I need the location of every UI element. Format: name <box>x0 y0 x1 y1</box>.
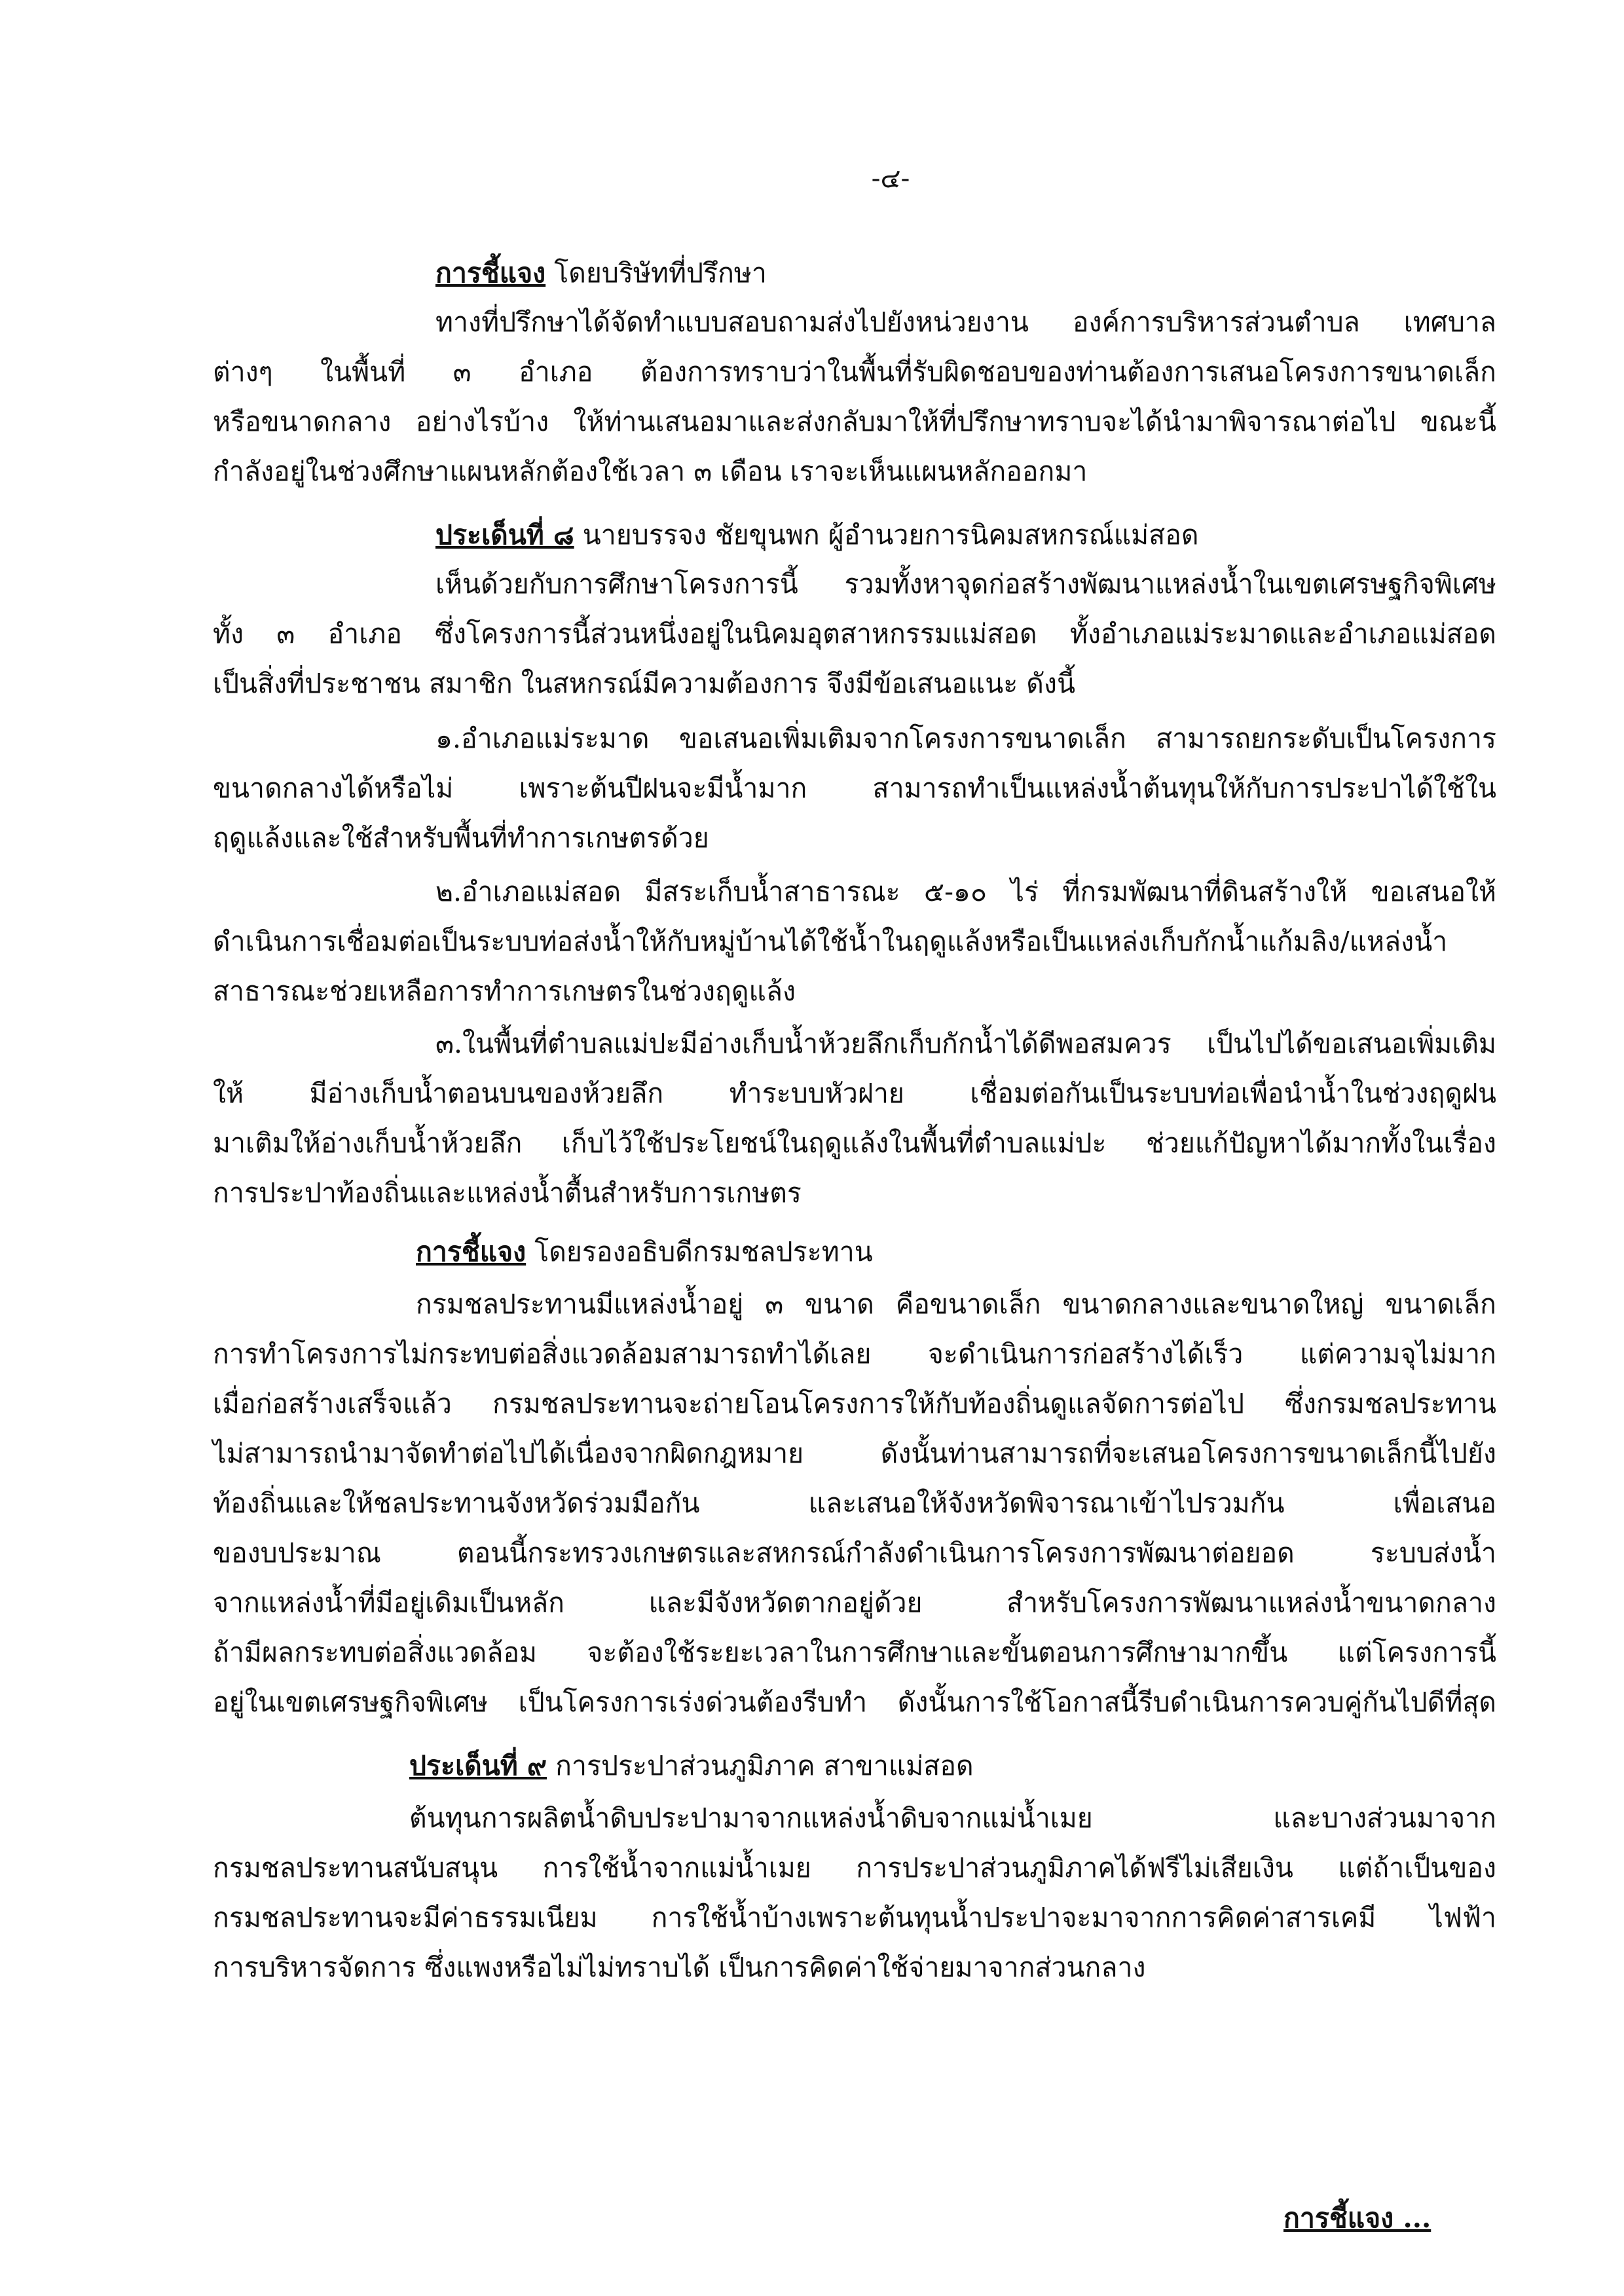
heading-label: ประเด็นที่ ๙ <box>409 1750 547 1781</box>
section-heading <box>435 252 767 294</box>
paragraph-line: อยู่ในเขตเศรษฐกิจพิเศษ เป็นโครงการเร่งด่วนต้องรีบทำ ดังนั้นการใช้โอกาสนี้รีบดำเนินการควบคู่กันไปดีที่สุด <box>213 1686 1496 1718</box>
heading-text: นายบรรจง ชัยขุนพก ผู้อำนวยการนิคมสหกรณ์แม่สอด <box>582 519 1199 551</box>
paragraph-line: ให้ มีอ่างเก็บน้ำตอนบนของห้วยลึก ทำระบบหัวฝาย เชื่อมต่อกันเป็นระบบท่อเพื่อนำน้ำในช่วงฤดูฝน <box>213 1078 1496 1109</box>
paragraph-line: ท้องถิ่นและให้ชลประทานจังหวัดร่วมมือกัน และเสนอให้จังหวัดพิจารณาเข้าไปรวมกัน เพื่อเสนอ <box>213 1487 1496 1519</box>
paragraph-line: กำลังอยู่ในช่วงศึกษาแผนหลักต้องใช้เวลา ๓ เดือน เราจะเห็นแผนหลักออกมา <box>213 456 1088 487</box>
continuation-footer: การชี้แจง ... <box>1283 2202 1431 2234</box>
paragraph-line: ไม่สามารถนำมาจัดทำต่อไปได้เนื่องจากผิดกฎหมาย ดังนั้นท่านสามารถที่จะเสนอโครงการขนาดเล็กนี้ไปยัง <box>213 1438 1496 1469</box>
paragraph-line: หรือขนาดกลาง อย่างไรบ้าง ให้ท่านเสนอมาและส่งกลับมาให้ที่ปรึกษาทราบจะได้นำมาพิจารณาต่อไป ขณะนี้ <box>213 406 1496 437</box>
paragraph-line: ถ้ามีผลกระทบต่อสิ่งแวดล้อม จะต้องใช้ระยะเวลาในการศึกษาและขั้นตอนการศึกษามากขึ้น แต่โครงการนี้ <box>213 1637 1496 1668</box>
paragraph-line: การบริหารจัดการ ซึ่งแพงหรือไม่ไม่ทราบได้ เป็นการคิดค่าใช้จ่ายมาจากส่วนกลาง <box>213 1952 1146 1983</box>
paragraph-line: ต่างๆ ในพื้นที่ ๓ อำเภอ ต้องการทราบว่าในพื้นที่รับผิดชอบของท่านต้องการเสนอโครงการขนาดเล็ก <box>213 356 1496 388</box>
heading-label: ประเด็นที่ ๘ <box>435 519 574 551</box>
paragraph-line: กรมชลประทานมีแหล่งน้ำอยู่ ๓ ขนาด คือขนาดเล็ก ขนาดกลางและขนาดใหญ่ ขนาดเล็ก <box>416 1288 1496 1320</box>
paragraph-line: ๒.อำเภอแม่สอด มีสระเก็บน้ำสาธารณะ ๕-๑๐ ไร่ ที่กรมพัฒนาที่ดินสร้างให้ ขอเสนอให้ <box>435 876 1496 907</box>
heading-text: โดยบริษัทที่ปรึกษา <box>554 257 767 289</box>
paragraph-line: ขนาดกลางได้หรือไม่ เพราะต้นปีฝนจะมีน้ำมาก สามารถทำเป็นแหล่งน้ำต้นทุนให้กับการประปาได้ใช้ใน <box>213 773 1496 804</box>
paragraph-line: เมื่อก่อสร้างเสร็จแล้ว กรมชลประทานจะถ่ายโอนโครงการให้กับท้องถิ่นดูแลจัดการต่อไป ซึ่งกรมชลประทาน <box>213 1388 1496 1419</box>
paragraph-line: ทั้ง ๓ อำเภอ ซึ่งโครงการนี้ส่วนหนึ่งอยู่ในนิคมอุตสาหกรรมแม่สอด ทั้งอำเภอแม่ระมาดและอำเภอแม่สอด <box>213 618 1496 649</box>
section-heading <box>416 1231 873 1273</box>
paragraph-line: เห็นด้วยกับการศึกษาโครงการนี้ รวมทั้งหาจุดก่อสร้างพัฒนาแหล่งน้ำในเขตเศรษฐกิจพิเศษ <box>435 568 1496 600</box>
paragraph-line: ฤดูแล้งและใช้สำหรับพื้นที่ทำการเกษตรด้วย <box>213 822 709 854</box>
heading-text: โดยรองอธิบดีกรมชลประทาน <box>534 1236 873 1267</box>
section-heading <box>435 514 1198 556</box>
paragraph-line: มาเติมให้อ่างเก็บน้ำห้วยลึก เก็บไว้ใช้ประโยชน์ในฤดูแล้งในพื้นที่ตำบลแม่ปะ ช่วยแก้ปัญหาได้มากทั้งในเรื่อง <box>213 1127 1496 1159</box>
paragraph-line: ต้นทุนการผลิตน้ำดิบประปามาจากแหล่งน้ำดิบจากแม่น้ำเมย และบางส่วนมาจาก <box>409 1802 1496 1834</box>
heading-text: การประปาส่วนภูมิภาค สาขาแม่สอด <box>555 1750 974 1781</box>
paragraph-line: ทางที่ปรึกษาได้จัดทำแบบสอบถามส่งไปยังหน่วยงาน องค์การบริหารส่วนตำบล เทศบาล <box>435 306 1496 338</box>
paragraph-line: จากแหล่งน้ำที่มีอยู่เดิมเป็นหลัก และมีจังหวัดตากอยู่ด้วย สำหรับโครงการพัฒนาแหล่งน้ำขนาดกลาง <box>213 1587 1496 1618</box>
heading-label: การชี้แจง <box>435 257 546 289</box>
paragraph-line: สาธารณะช่วยเหลือการทำการเกษตรในช่วงฤดูแล้ง <box>213 975 796 1007</box>
paragraph-line: ๑.อำเภอแม่ระมาด ขอเสนอเพิ่มเติมจากโครงการขนาดเล็ก สามารถยกระดับเป็นโครงการ <box>435 723 1496 754</box>
paragraph-line: ของบประมาณ ตอนนี้กระทรวงเกษตรและสหกรณ์กำลังดำเนินการโครงการพัฒนาต่อยอด ระบบส่งน้ำ <box>213 1537 1496 1569</box>
paragraph-line: กรมชลประทานจะมีค่าธรรมเนียม การใช้น้ำบ้างเพราะต้นทุนน้ำประปาจะมาจากการคิดค่าสารเคมี ไฟฟ้า <box>213 1902 1496 1933</box>
paragraph-line: ดำเนินการเชื่อมต่อเป็นระบบท่อส่งน้ำให้กับหมู่บ้านได้ใช้น้ำในฤดูแล้งหรือเป็นแหล่งเก็บกักน้ำแก้มลิง/แหล่งน้ำ <box>213 926 1448 957</box>
heading-label: การชี้แจง <box>416 1236 526 1267</box>
paragraph-line: การทำโครงการไม่กระทบต่อสิ่งแวดล้อมสามารถทำได้เลย จะดำเนินการก่อสร้างได้เร็ว แต่ความจุไม่มาก <box>213 1338 1496 1370</box>
paragraph-line: การประปาท้องถิ่นและแหล่งน้ำตื้นสำหรับการเกษตร <box>213 1177 802 1209</box>
paragraph-line: กรมชลประทานสนับสนุน การใช้น้ำจากแม่น้ำเมย การประปาส่วนภูมิภาคได้ฟรีไม่เสียเงิน แต่ถ้าเป็นของ <box>213 1852 1496 1884</box>
page-number: -๔- <box>871 162 910 194</box>
paragraph-line: เป็นสิ่งที่ประชาชน สมาชิก ในสหกรณ์มีความต้องการ จึงมีข้อเสนอแนะ ดังนี้ <box>213 668 1075 699</box>
section-heading <box>409 1745 974 1787</box>
paragraph-line: ๓.ในพื้นที่ตำบลแม่ปะมีอ่างเก็บน้ำห้วยลึกเก็บกักน้ำได้ดีพอสมควร เป็นไปได้ขอเสนอเพิ่มเติม <box>435 1028 1496 1059</box>
